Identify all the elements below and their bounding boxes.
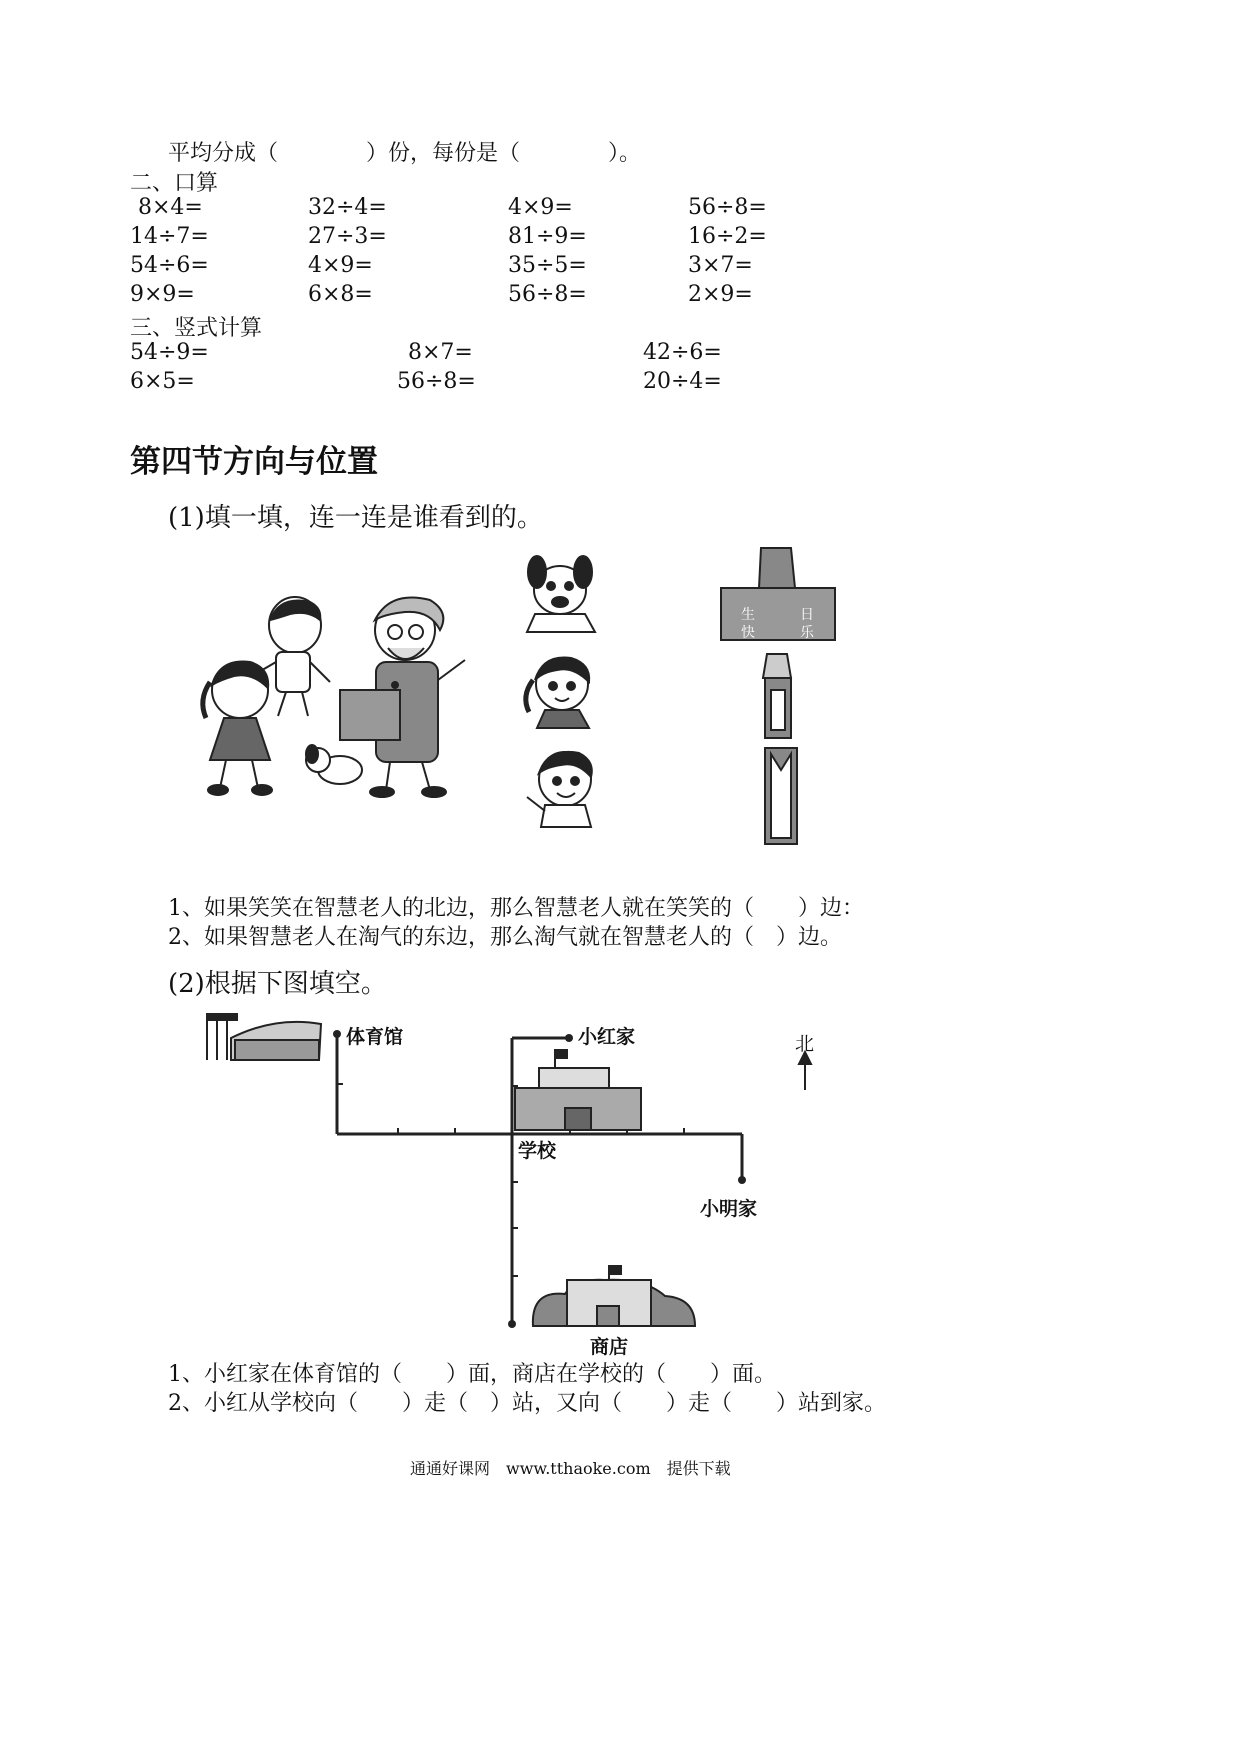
boy-face-illustration <box>515 745 610 830</box>
north-label: 北 <box>795 1033 815 1055</box>
characters-group-illustration <box>190 590 480 800</box>
north-arrow-icon <box>799 1052 811 1090</box>
dog-face-illustration <box>515 552 605 642</box>
gym-label: 体育馆 <box>346 1026 404 1048</box>
part1-instruction: (1)填一填，连一连是谁看到的。 <box>168 503 543 533</box>
part2-question-2: 2、小红从学校向（ ）走（ ）站，又向（ ）走（ ）站到家。 <box>168 1391 886 1416</box>
math-item: 2×9= <box>688 282 753 307</box>
box-label-sheng: 生 <box>741 607 755 623</box>
math-item: 9×9= <box>130 282 195 307</box>
math-item: 4×9= <box>508 195 573 220</box>
girl-figure <box>203 661 272 795</box>
xiaoming-home-label: 小明家 <box>700 1198 758 1220</box>
chapter-title: 第四节方向与位置 <box>130 444 378 480</box>
shop-building-icon <box>533 1266 695 1326</box>
part1-question-2: 2、如果智慧老人在淘气的东边，那么淘气就在智慧老人的（ ）边。 <box>168 925 842 950</box>
section3-title: 三、竖式计算 <box>130 316 263 341</box>
math-item: 81÷9= <box>508 224 587 249</box>
part1-question-1: 1、如果笑笑在智慧老人的北边，那么智慧老人就在笑笑的（ ）边： <box>168 896 864 921</box>
dog-figure <box>306 745 362 784</box>
calc-item: 42÷6= <box>643 340 722 365</box>
footer-credit: 通通好课网 www.tthaoke.com 提供下载 <box>410 1459 731 1478</box>
gym-building-icon <box>207 1014 321 1060</box>
math-item: 16÷2= <box>688 224 767 249</box>
math-item: 8×4= <box>138 195 203 220</box>
calc-item: 56÷8= <box>397 369 476 394</box>
girl-face-illustration <box>515 650 610 730</box>
math-item: 3×7= <box>688 253 753 278</box>
math-item: 32÷4= <box>308 195 387 220</box>
math-item: 27÷3= <box>308 224 387 249</box>
calc-item: 54÷9= <box>130 340 209 365</box>
math-item: 56÷8= <box>688 195 767 220</box>
box-label-kuai: 快 <box>741 625 755 641</box>
math-item: 54÷6= <box>130 253 209 278</box>
section2-title: 二、口算 <box>130 171 219 196</box>
math-item: 6×8= <box>308 282 373 307</box>
direction-map-diagram <box>195 1010 855 1360</box>
school-building-icon <box>515 1050 641 1130</box>
gift-box-views-illustration <box>715 548 845 848</box>
box-label-ri: 日 <box>800 607 814 623</box>
calc-item: 8×7= <box>408 340 473 365</box>
calc-item: 20÷4= <box>643 369 722 394</box>
math-item: 4×9= <box>308 253 373 278</box>
shop-label: 商店 <box>590 1336 629 1358</box>
math-item: 56÷8= <box>508 282 587 307</box>
part2-question-1: 1、小红家在体育馆的（ ）面，商店在学校的（ ）面。 <box>168 1362 776 1387</box>
math-item: 14÷7= <box>130 224 209 249</box>
box-label-le: 乐 <box>800 625 814 641</box>
calc-item: 6×5= <box>130 369 195 394</box>
math-item: 35÷5= <box>508 253 587 278</box>
school-label: 学校 <box>518 1140 557 1162</box>
xiaohong-home-label: 小红家 <box>578 1026 636 1048</box>
part2-instruction: (2)根据下图填空。 <box>168 969 387 999</box>
intro-fill-line: 平均分成（ ）份，每份是（ ）。 <box>168 141 642 166</box>
